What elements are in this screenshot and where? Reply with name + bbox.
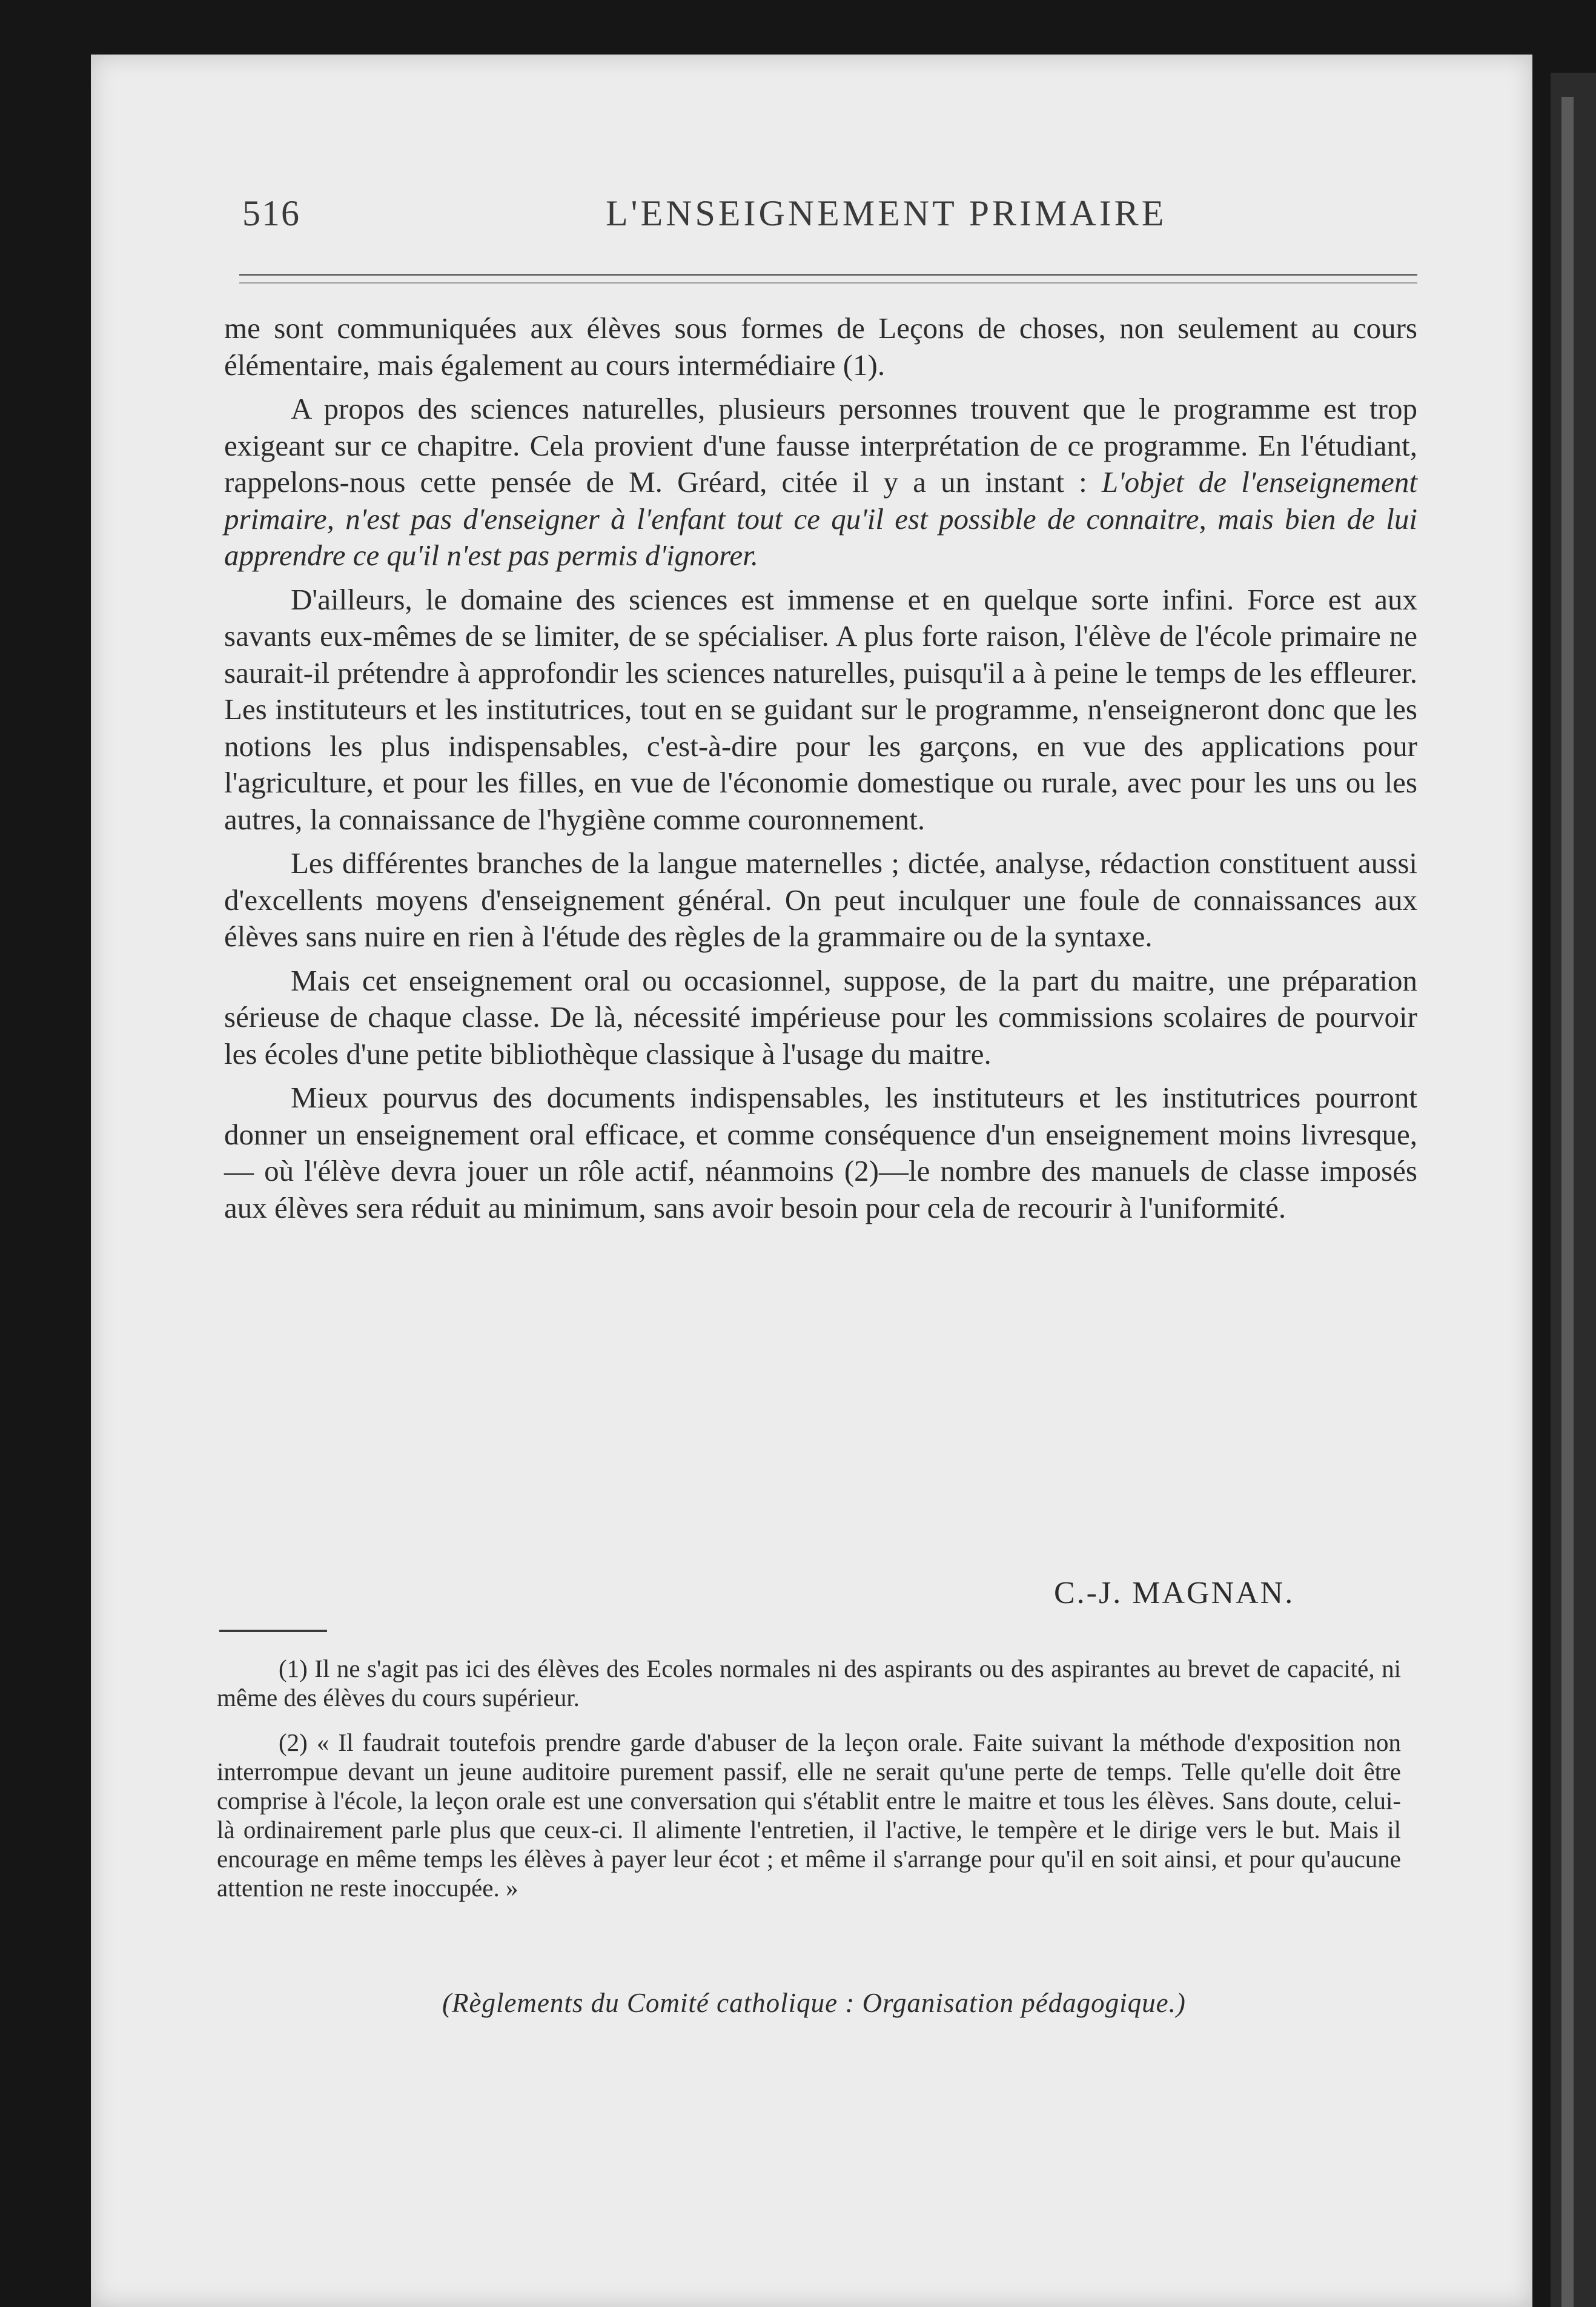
footnote-rule [219,1630,327,1632]
body-text [224,310,1417,1233]
page-header [151,139,1411,233]
paragraph-3: D'ailleurs, le domaine des sciences est immense et en quelque sorte infini. Force est aux savants eux-mêmes de se limiter, de se spécialiser. A plus forte raison, l'élève de l'école primaire ne saurait-il prétendre à approfondir les sciences naturelles, puisqu'il a à peine le temps de les effleurer. Les instituteurs et les institutrices, tout en se guidant sur le programme, n'enseigneront donc que les notions les plus indispensables, c'est-à-dire pour les garçons, en vue des applications pour l'agriculture, et pour les filles, en vue de l'économie domestique ou rurale, avec pour les uns ou les autres, la connaissance de l'hygiène comme couronnement. [224,582,1417,836]
running-title: L'ENSEIGNEMENT PRIMAIRE [606,193,1167,233]
footnote-1: (1) Il ne s'agit pas ici des élèves des Ecoles normales ni des aspirants ou des aspirantes au brevet de capacité, ni même des élèves du cours supérieur. [217,1655,1401,1711]
paragraph-2-text: A propos des sciences naturelles, plusieurs personnes trouvent que le programme est trop exigeant sur ce chapitre. Cela provient d'une fausse interprétation de ce programme. En l'étudiant, rappelons-nous cette pensée de M. Gréard, citée il y a un instant : [224,392,1417,499]
paragraph-5: Mais cet enseignement oral ou occasionnel, suppose, de la part du maitre, une préparation sérieuse de chaque classe. De là, nécessité impérieuse pour les commissions scolaires de pourvoir les écoles d'une petite bibliothèque classique à l'usage du maitre. [224,963,1417,1071]
header-rule-secondary [239,282,1417,284]
page-number: 516 [242,193,300,233]
facing-page-edge-highlight [1561,97,1574,2307]
paragraph-2 [224,391,1417,574]
footnotes [217,1654,1401,1918]
source-citation: (Règlements du Comité catholique : Organisation pédagogique.) [442,1988,1186,2018]
header-rule [239,274,1417,276]
paragraph-6: Mieux pourvus des documents indispensables, les instituteurs et les institutrices pourront donner un enseignement oral efficace, et comme conséquence d'un enseignement moins livresque, — où l'élève devra jouer un rôle actif, néanmoins (2)—le nombre des manuels de classe imposés aux élèves sera réduit au minimum, sans avoir besoin pour cela de recourir à l'uniformité. [224,1081,1417,1224]
author-signature: C.-J. MAGNAN. [1054,1576,1295,1610]
paragraph-1: me sont communiquées aux élèves sous formes de Leçons de choses, non seulement au cours élémentaire, mais également au cours intermédiaire (1). [224,311,1417,382]
greard-quote: L'objet de l'enseignement primaire, n'est pas d'enseigner à l'enfant tout ce qu'il est possible de connaitre, mais bien de lui apprendre ce qu'il n'est pas permis d'ignorer. [224,465,1417,572]
paragraph-4: Les différentes branches de la langue maternelles ; dictée, analyse, rédaction constituent aussi d'excellents moyens d'enseignement général. On peut inculquer une foule de connaissances aux élèves sans nuire en rien à l'étude des règles de la grammaire ou de la syntaxe. [224,846,1417,953]
footnote-2: (2) « Il faudrait toutefois prendre garde d'abuser de la leçon orale. Faite suivant la méthode d'exposition non interrompue devant un jeune auditoire purement passif, elle ne serait qu'une perte de temps. Telle qu'elle doit être comprise à l'école, la leçon orale est une conversation qui s'établit entre le maitre et tous les élèves. Sans doute, celui-là ordinairement parle plus que ceux-ci. Il alimente l'entretien, il l'active, le tempère et le dirige vers le but. Mais il encourage en même temps les élèves à payer leur écot ; et même il s'arrange pour qu'il en soit ainsi, et pour qu'aucune attention ne reste inoccupée. » [217,1728,1401,1902]
